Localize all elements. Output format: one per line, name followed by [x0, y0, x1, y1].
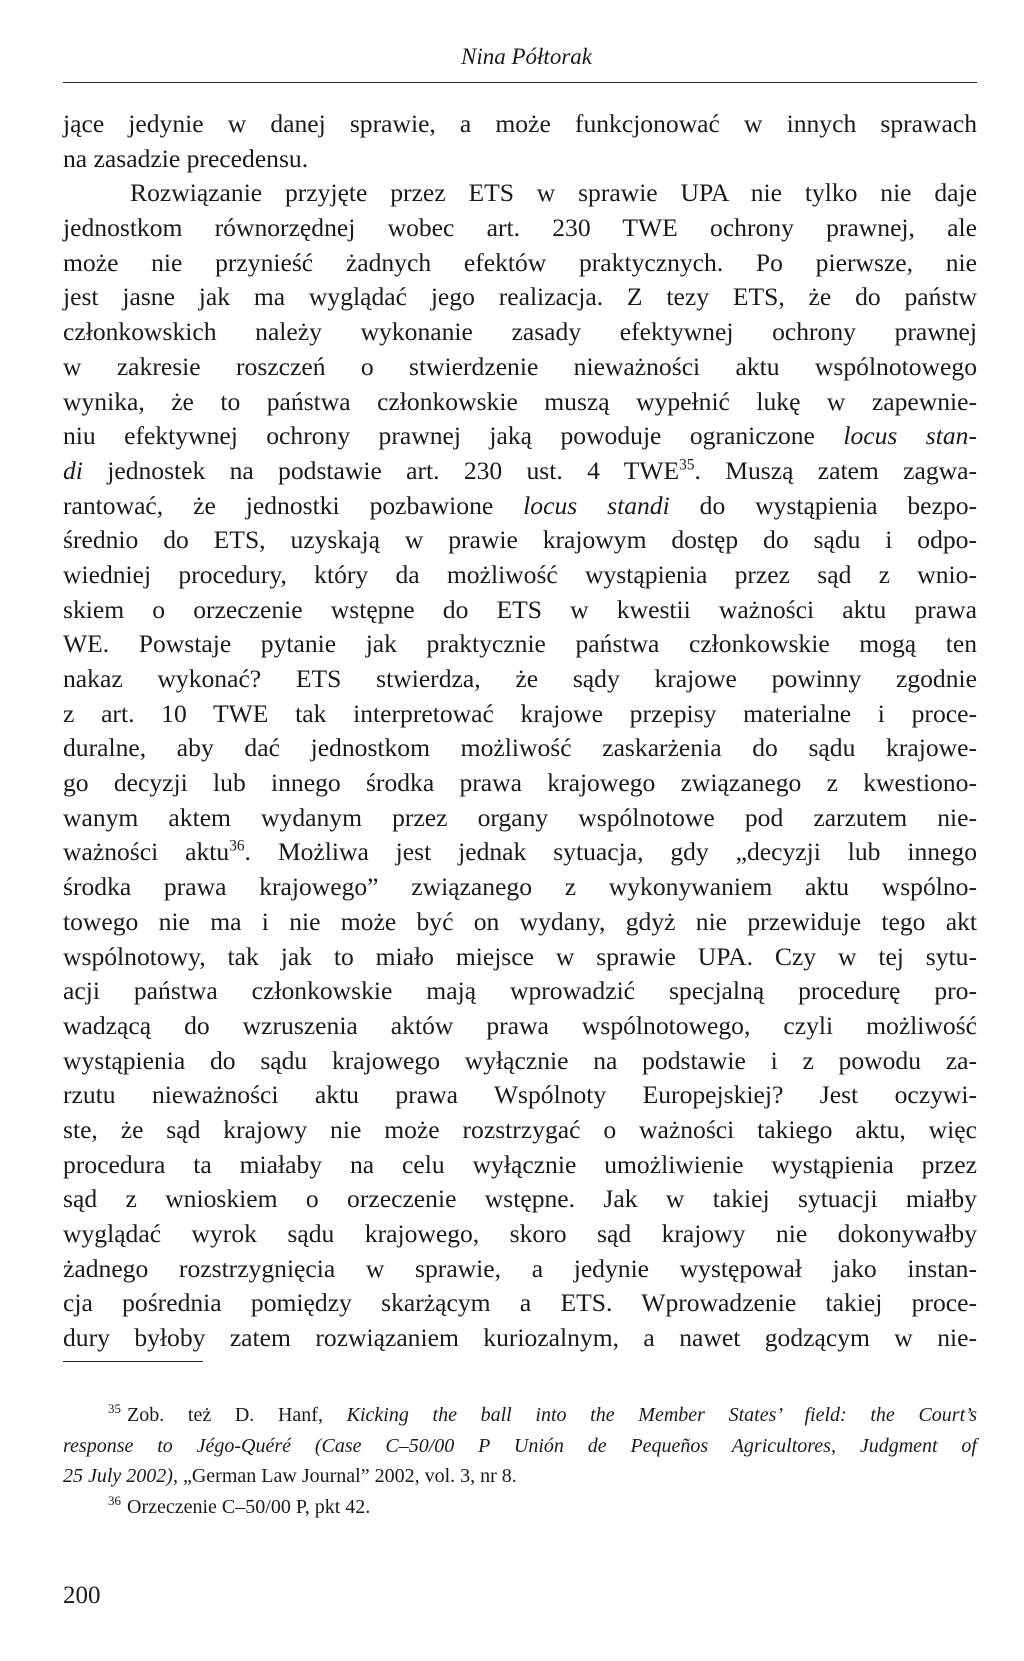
text-line: żadnego rozstrzygnięcia w sprawie, a jedynie występował jako instan- [63, 1253, 977, 1283]
text-line: z art. 10 TWE tak interpretować krajowe przepisy materialne i proce- [63, 698, 977, 728]
text-line: skiem o orzeczenie wstępne do ETS w kwestii ważności aktu prawa [63, 594, 977, 624]
text-line: wiedniej procedury, który da możliwość wystąpienia przez sąd z wnio- [63, 559, 977, 589]
footnote-36: $^{36}$ Orzeczenie C–50/00 P, pkt 42. [108, 1492, 371, 1518]
text-line: sąd z wnioskiem o orzeczenie wstępne. Jak w takiej sytuacji miałby [63, 1184, 977, 1214]
text-line: go decyzji lub innego środka prawa krajowego związanego z kwestiono- [63, 768, 977, 798]
footnote-separator [63, 1361, 203, 1362]
text-line: rantować, że jednostki pozbawione locus standi do wystąpienia bezpo- [63, 490, 978, 520]
text-line: acji państwa członkowskie mają wprowadzić specjalną procedurę pro- [63, 976, 977, 1006]
text-line: cja pośrednia pomiędzy skarżącym a ETS. Wprowadzenie takiej proce- [63, 1288, 977, 1318]
text-line: Rozwiązanie przyjęte przez ETS w sprawie UPA nie tylko nie daje [130, 178, 977, 208]
text-line: nakaz wykonać? ETS stwierdza, że sądy krajowe powinny zgodnie [63, 664, 977, 693]
text-line: wynika, że to państwa członkowskie muszą wypełnić lukę w zapewnie- [63, 386, 977, 416]
footnote-number: 36 [108, 1492, 121, 1508]
footnote-ref-35: 35 [679, 456, 695, 474]
text-line: dury byłoby zatem rozwiązaniem kuriozalnym, a nawet godzącym w nie- [63, 1323, 977, 1353]
text-line: ważności aktu$^{36}$. Możliwa jest jednak sytuacja, gdy „decyzji lub innego [63, 837, 977, 867]
text-line: niu efektywnej ochrony prawnej jaką powoduje ograniczone locus stan- [63, 421, 977, 451]
text-line: wystąpienia do sądu krajowego wyłącznie na podstawie i z powodu za- [63, 1045, 977, 1075]
text-line: di jednostek na podstawie art. 230 ust. 4 TWE$^{35}$. Muszą zatem zagwa- [63, 455, 978, 485]
text-line: w zakresie roszczeń o stwierdzenie nieważności aktu wspólnotowego [63, 351, 977, 381]
author-name: Nina Półtorak [461, 44, 592, 69]
text-line: ste, że sąd krajowy nie może rozstrzygać o ważności takiego aktu, więc [63, 1114, 977, 1144]
text-line: WE. Powstaje pytanie jak praktycznie państwa członkowskie mogą ten [63, 629, 977, 659]
header-rule [63, 82, 977, 83]
text-line: wadzącą do wzruszenia aktów prawa wspólnotowego, czyli możliwość [63, 1010, 977, 1040]
footnote-ref-36: 36 [229, 837, 245, 855]
text-line: rzutu nieważności aktu prawa Wspólnoty Europejskiej? Jest oczywi- [63, 1080, 977, 1110]
text-line: wyglądać wyrok sądu krajowego, skoro sąd krajowy nie dokonywałby [63, 1219, 977, 1248]
text-line: członkowskich należy wykonanie zasady efektywnej ochrony prawnej [63, 317, 977, 347]
footnote-35-line: response to Jégo-Quéré (Case C–50/00 P Unión de Pequeños Agricultores, Judgment of [63, 1434, 977, 1457]
text-line: może nie przynieść żadnych efektów praktycznych. Po pierwsze, nie [63, 247, 977, 277]
footnote-35: $^{35}$ Zob. też D. Hanf, Kicking the ball into the Member States’ field: the Court’s [108, 1401, 978, 1426]
text-line: na zasadzie precedensu. [63, 143, 309, 173]
text-line: procedura ta miałaby na celu wyłącznie umożliwienie wystąpienia przez [63, 1149, 977, 1179]
text-line: duralne, aby dać jednostkom możliwość zaskarżenia do sądu krajowe- [63, 733, 977, 763]
main-text [63, 107, 977, 1356]
running-head [63, 44, 977, 70]
footnote-number: 35 [108, 1401, 121, 1417]
text-line: średnio do ETS, uzyskają w prawie krajowym dostęp do sądu i odpo- [63, 525, 977, 555]
page-number: 200 [63, 1582, 101, 1609]
text-line: wanym aktem wydanym przez organy wspólnotowe pod zarzutem nie- [63, 802, 977, 832]
text-line: jest jasne jak ma wyglądać jego realizacja. Z tezy ETS, że do państw [63, 282, 977, 312]
footnotes [63, 1400, 977, 1522]
text-line: wspólnotowy, tak jak to miało miejsce w sprawie UPA. Czy w tej sytu- [63, 941, 977, 971]
footnote-35-line: 25 July 2002), „German Law Journal” 2002, vol. 3, nr 8. [63, 1465, 517, 1487]
text-line: jednostkom równorzędnej wobec art. 230 TWE ochrony prawnej, ale [63, 213, 977, 243]
text-line: jące jedynie w danej sprawie, a może funkcjonować w innych sprawach [63, 109, 977, 138]
text-line: towego nie ma i nie może być on wydany, gdyż nie przewiduje tego akt [63, 906, 977, 936]
text-line: środka prawa krajowego” związanego z wykonywaniem aktu wspólno- [63, 872, 977, 902]
